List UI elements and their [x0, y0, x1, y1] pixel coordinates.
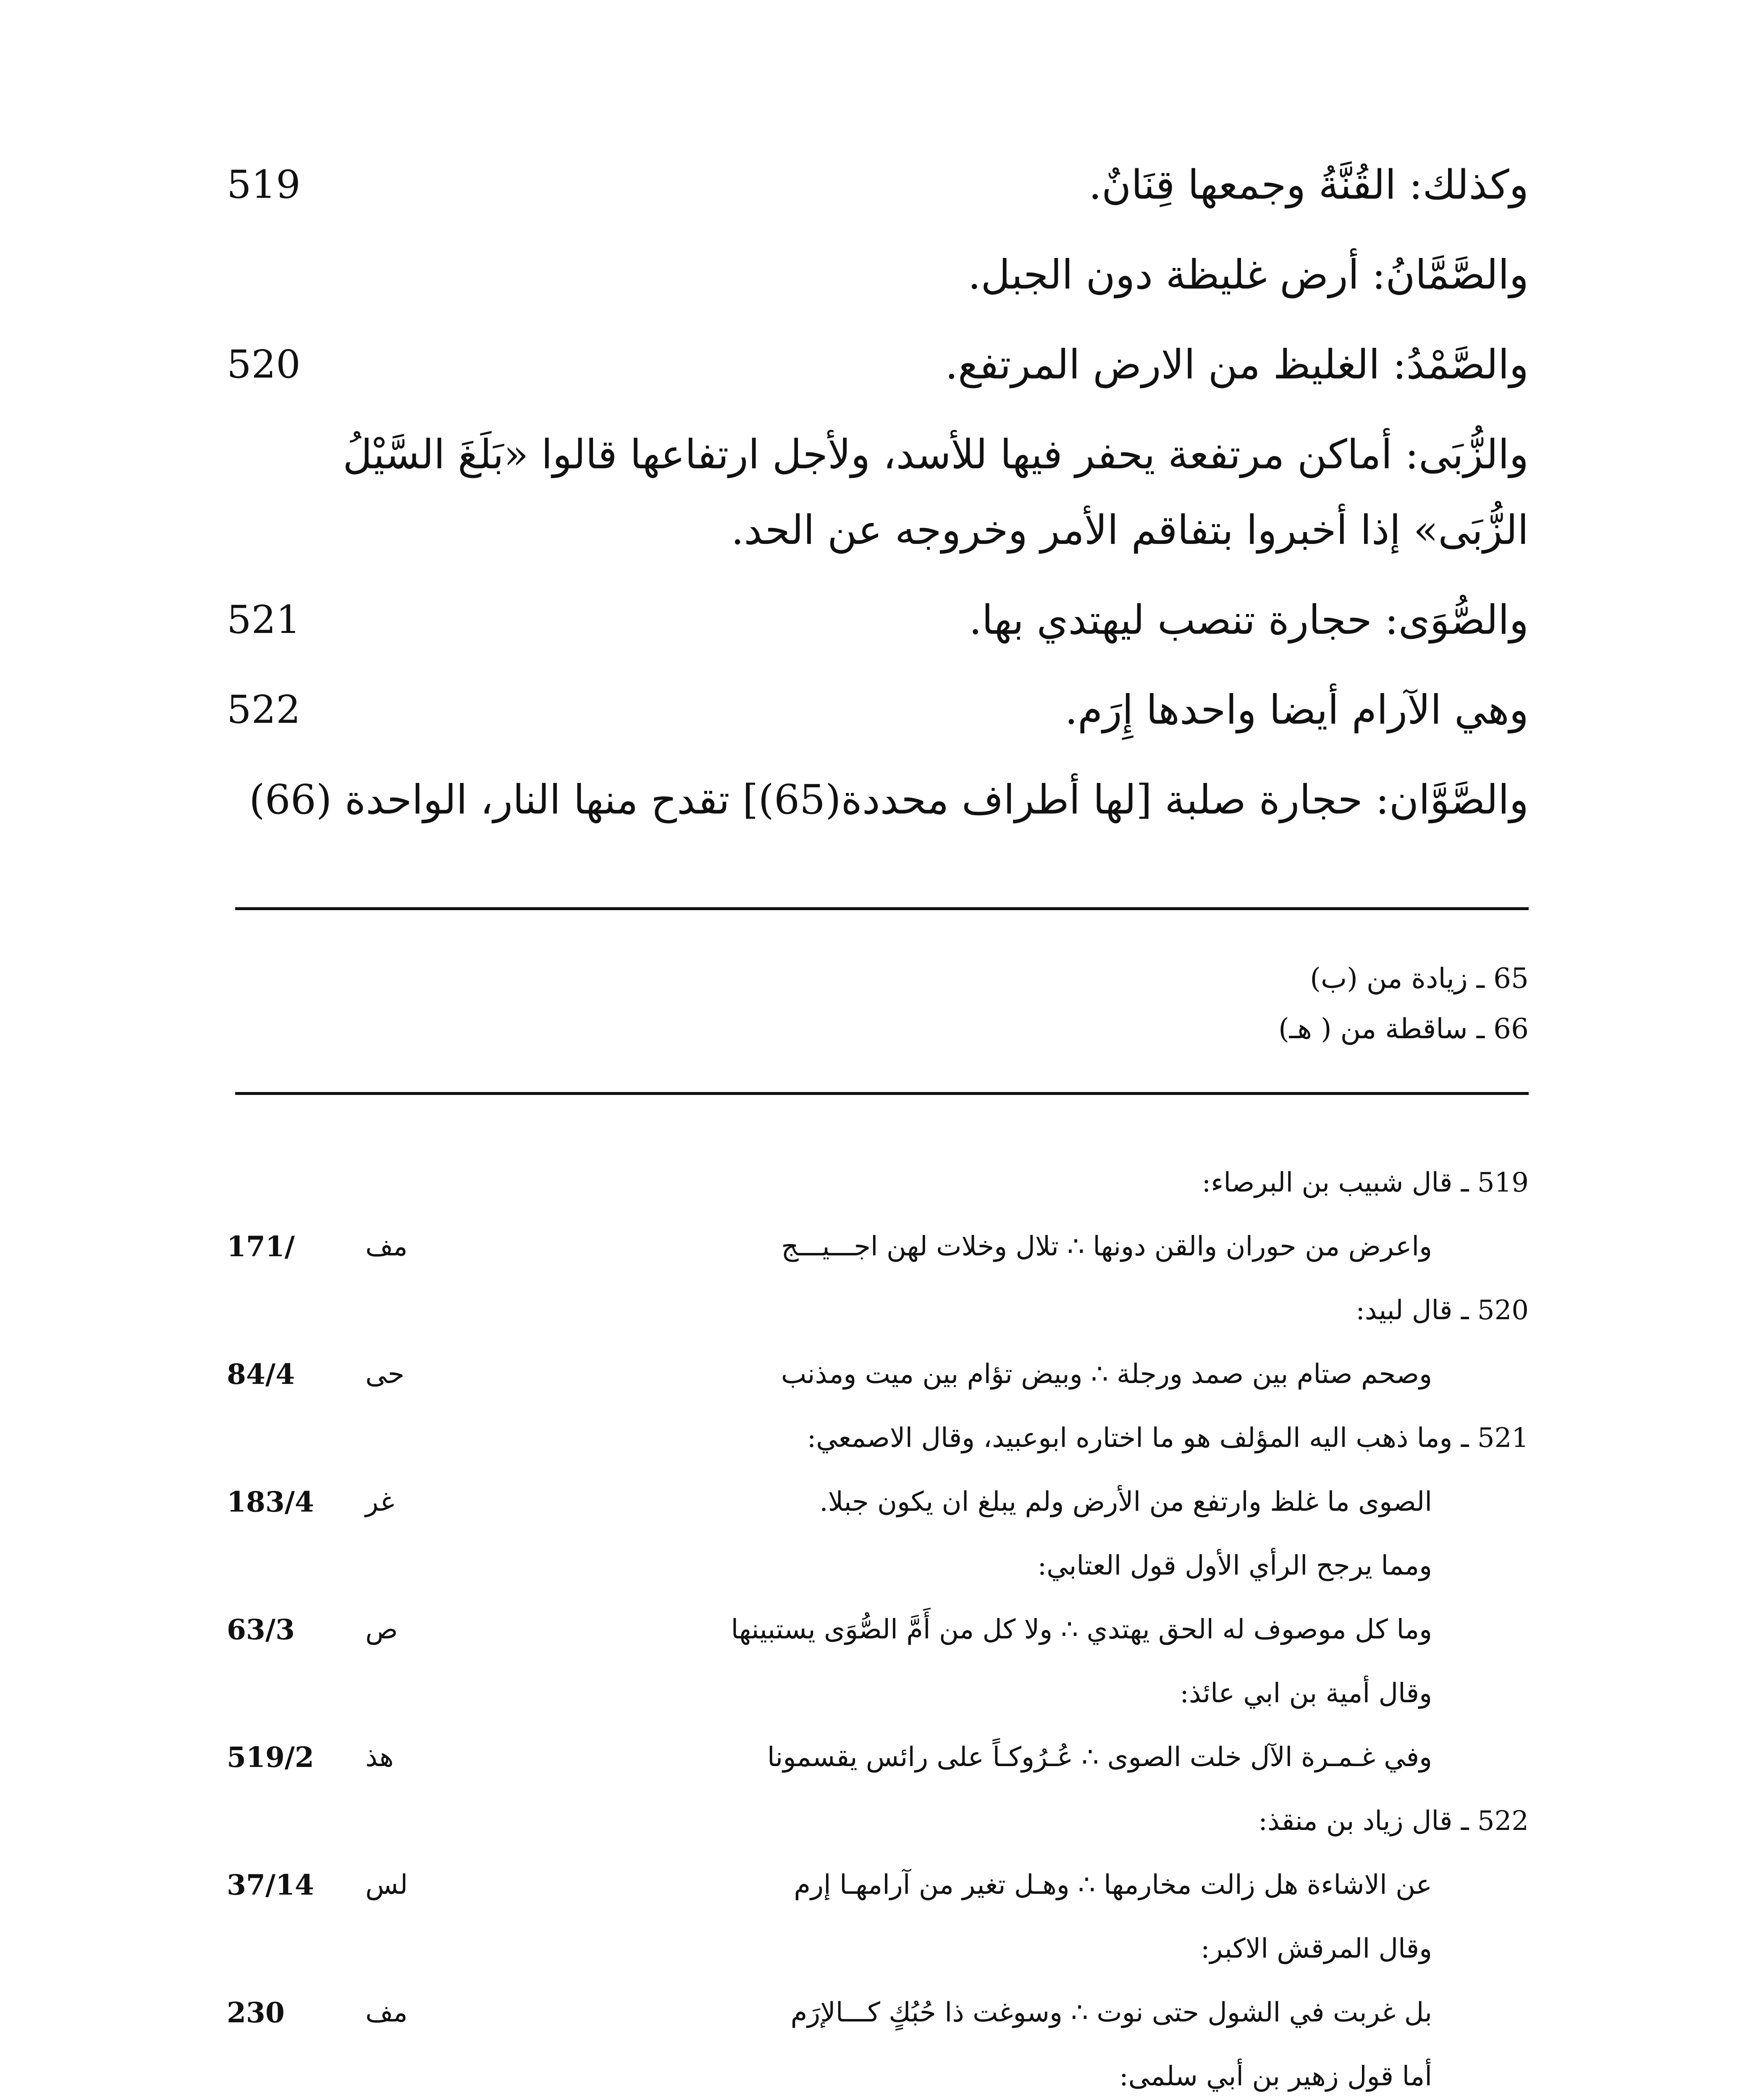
main-line-text: والصَّمَّانُ: أرض غليظة دون الجبل.: [968, 251, 1529, 298]
commentary-subheading-text: وقال المرقش الاكبر:: [1201, 1933, 1432, 1964]
commentary-heading-text: 520 ـ قال لبيد:: [1356, 1295, 1529, 1326]
main-line-text: والزُّبَى: أماكن مرتفعة يحفر فيها للأسد، ولأجل ارتفاعها قالوا «بَلَغَ السَّيْلُ: [343, 431, 1529, 478]
source-abbreviation: مف: [365, 1997, 408, 2028]
entry-number: 521: [227, 597, 301, 642]
verse-line: [227, 1853, 1529, 1917]
verse-text: بل غربت في الشول حتى نوت ∴ وسوغت ذا حُبُكٍ كـــالإرَم: [790, 1997, 1432, 2028]
source-reference: 183/4: [227, 1486, 314, 1518]
commentary-divider: [235, 1092, 1529, 1095]
main-line: [227, 672, 1529, 762]
commentary-subheading: [227, 1534, 1529, 1598]
source-reference: 230: [227, 1996, 285, 2029]
main-line-text: الزُّبَى» إذا أخبروا بتفاقم الأمر وخروجه عن الحد.: [731, 507, 1529, 554]
source-abbreviation: غر: [365, 1486, 394, 1517]
source-reference: 84/4: [227, 1358, 295, 1391]
commentary-heading: [227, 1789, 1529, 1853]
commentary-subheading: [227, 1662, 1529, 1725]
source-abbreviation: هذ: [365, 1742, 394, 1773]
main-line: [227, 582, 1529, 672]
main-text: [227, 147, 1529, 852]
source-abbreviation: حى: [365, 1359, 404, 1390]
main-line-text: وكذلك: القُنَّةُ وجمعها قِنَانٌ.: [1089, 161, 1529, 208]
commentary-heading: [227, 1278, 1529, 1342]
commentary-subheading: [227, 2045, 1529, 2100]
main-line-text: والصَّوَّان: حجارة صلبة [لها أطراف محددة(65)] تقدح منها النار، الواحدة (66): [249, 776, 1529, 823]
source-abbreviation: لس: [365, 1869, 408, 1900]
verse-text: وصحم صتام بين صمد ورجلة ∴ وبيض تؤام بين ميت ومذنب: [781, 1359, 1432, 1390]
footnote-65: 65 ـ زيادة من (ب): [1310, 962, 1529, 995]
commentary-heading: [227, 1151, 1529, 1215]
main-line-text: والصُّوَى: حجارة تنصب ليهتدي بها.: [969, 596, 1529, 643]
source-reference: 63/3: [227, 1613, 295, 1646]
entry-number: 519: [227, 162, 301, 207]
commentary-heading-text: 519 ـ قال شبيب بن البرصاء:: [1202, 1167, 1529, 1198]
verse-line: [227, 1981, 1529, 2045]
footnote-divider: [235, 907, 1529, 910]
footnote-66: 66 ـ ساقطة من ( هـ): [1278, 1013, 1529, 1045]
verse-text: وما كل موصوف له الحق يهتدي ∴ ولا كل من أَمَّ الصُّوَى يستبينها: [731, 1614, 1432, 1645]
commentary-subheading-text: وقال أمية بن ابي عائذ:: [1180, 1678, 1432, 1709]
footnotes: [235, 953, 1529, 1054]
source-reference: 519/2: [227, 1741, 314, 1774]
entry-number: 520: [227, 342, 301, 387]
source-abbreviation: ص: [365, 1614, 398, 1645]
commentary: [227, 1151, 1529, 2100]
source-reference: 171/: [227, 1230, 295, 1263]
commentary-heading-text: 521 ـ وما ذهب اليه المؤلف هو ما اختاره ابوعبيد، وقال الاصمعي:: [807, 1423, 1529, 1454]
verse-text: الصوى ما غلظ وارتفع من الأرض ولم يبلغ ان يكون جبلا.: [819, 1486, 1432, 1517]
main-line: [227, 762, 1529, 852]
main-line: [227, 417, 1529, 492]
main-line-text: والصَّمْدُ: الغليظ من الارض المرتفع.: [945, 341, 1529, 388]
entry-number: 522: [227, 687, 301, 732]
verse-line: [227, 1470, 1529, 1534]
commentary-subheading: [227, 1917, 1529, 1981]
main-line: [227, 492, 1529, 582]
verse-text: عن الاشاءة هل زالت مخارمها ∴ وهـل تغير من آرامهـا إرم: [794, 1869, 1432, 1900]
main-line: [227, 147, 1529, 237]
commentary-heading-text: 522 ـ قال زياد بن منقذ:: [1258, 1806, 1529, 1837]
main-line: [227, 327, 1529, 417]
main-line: [227, 237, 1529, 327]
verse-line: [227, 1342, 1529, 1406]
verse-line: [227, 1725, 1529, 1789]
source-abbreviation: مف: [365, 1231, 408, 1262]
verse-line: [227, 1215, 1529, 1278]
verse-line: [227, 1598, 1529, 1662]
commentary-heading: [227, 1406, 1529, 1470]
source-reference: 37/14: [227, 1869, 314, 1901]
commentary-subheading-text: ومما يرجح الرأي الأول قول العتابي:: [1037, 1550, 1432, 1581]
verse-text: وفي غـمـرة الآل خلت الصوى ∴ عُـرُوكـاً على رائس يقسمونا: [767, 1742, 1432, 1773]
main-line-text: وهي الآرام أيضا واحدها إِرَم.: [1065, 686, 1529, 733]
commentary-subheading-text: أما قول زهير بن أبي سلمى:: [1119, 2061, 1432, 2092]
verse-text: واعرض من حوران والقن دونها ∴ تلال وخلات لهن اجـــيـــج: [781, 1231, 1432, 1262]
